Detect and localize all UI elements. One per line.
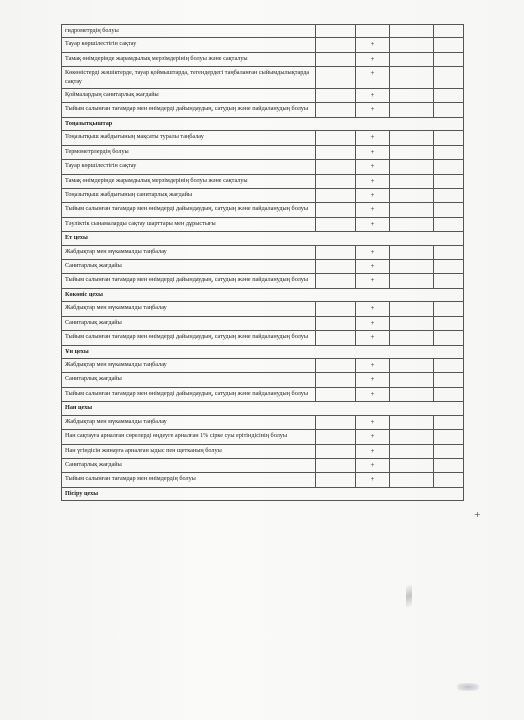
mark-cell <box>316 145 356 159</box>
requirement-label: Тамақ өнімдерінде жарамдылық мерзімдерінің болуы және сақталуы <box>62 174 316 188</box>
mark-cell: + <box>356 67 390 89</box>
mark-cell <box>390 38 434 52</box>
mark-cell: + <box>356 415 390 429</box>
mark-cell: + <box>356 217 390 231</box>
table-row <box>62 52 464 66</box>
mark-cell <box>316 274 356 288</box>
mark-cell <box>316 103 356 117</box>
requirement-label: Қоймалардың санитарлық жағдайы <box>62 88 316 102</box>
requirement-label: Тыйым салынған тағамдар мен өнімдерді дайындаудың, сатудың және пайдаланудың болуы <box>62 103 316 117</box>
mark-cell <box>434 473 464 487</box>
table-row <box>62 217 464 231</box>
requirement-label: Тәуліктік сынамаларды сақтау шарттары мен дұрыстығы <box>62 217 316 231</box>
mark-cell <box>434 203 464 217</box>
mark-cell <box>434 358 464 372</box>
table-row <box>62 316 464 330</box>
mark-cell: + <box>356 260 390 274</box>
mark-cell <box>316 188 356 202</box>
requirement-label: Нан үгіндісін жинауға арналған ыдыс пен щетканың болуы <box>62 444 316 458</box>
mark-cell <box>356 25 390 38</box>
mark-cell <box>390 373 434 387</box>
table-row <box>62 88 464 102</box>
mark-cell <box>316 302 356 316</box>
requirement-label: Жабдықтар мен мүкаммалды таңбалау <box>62 302 316 316</box>
section-title: Ет цехы <box>62 232 464 245</box>
table-row <box>62 245 464 259</box>
section-title: Ұн цехы <box>62 345 464 358</box>
mark-cell <box>434 188 464 202</box>
table-row <box>62 131 464 145</box>
table-row <box>62 67 464 89</box>
checklist-table <box>61 24 464 501</box>
mark-cell <box>390 415 434 429</box>
mark-cell: + <box>356 473 390 487</box>
margin-plus-mark: + <box>474 510 481 519</box>
mark-cell <box>434 430 464 444</box>
mark-cell <box>316 245 356 259</box>
mark-cell <box>390 387 434 401</box>
mark-cell <box>434 274 464 288</box>
mark-cell <box>316 331 356 345</box>
mark-cell <box>390 217 434 231</box>
requirement-label: Тамақ өнімдерінде жарамдылық мерзімдерінің болуы және сақталуы <box>62 52 316 66</box>
mark-cell <box>434 387 464 401</box>
mark-cell <box>316 38 356 52</box>
section-header-row <box>62 345 464 358</box>
mark-cell <box>316 52 356 66</box>
table-row <box>62 444 464 458</box>
requirement-label: Жабдықтар мен мүкаммалды таңбалау <box>62 358 316 372</box>
section-title: Тоңазытқыштар <box>62 117 464 130</box>
mark-cell <box>316 160 356 174</box>
mark-cell: + <box>356 203 390 217</box>
mark-cell <box>316 67 356 89</box>
mark-cell <box>434 52 464 66</box>
requirement-label: Термометрлердің болуы <box>62 145 316 159</box>
mark-cell: + <box>356 160 390 174</box>
mark-cell: + <box>356 131 390 145</box>
requirement-label: Тыйым салынған тағамдар мен өнімдерді дайындаудың, сатудың және пайдаланудың болуы <box>62 274 316 288</box>
mark-cell <box>390 52 434 66</box>
requirement-label: Тауар көршілестігін сақтау <box>62 160 316 174</box>
mark-cell: + <box>356 331 390 345</box>
mark-cell: + <box>356 302 390 316</box>
mark-cell <box>390 274 434 288</box>
requirement-label: Санитарлық жағдайы <box>62 458 316 472</box>
requirement-label: Санитарлық жағдайы <box>62 316 316 330</box>
mark-cell <box>390 25 434 38</box>
mark-cell: + <box>356 373 390 387</box>
requirement-label: Тыйым салынған тағамдар мен өнімдерді дайындаудың, сатудың және пайдаланудың болуы <box>62 331 316 345</box>
mark-cell <box>390 331 434 345</box>
mark-cell <box>434 415 464 429</box>
mark-cell <box>390 160 434 174</box>
mark-cell: + <box>356 245 390 259</box>
section-title: Пісіру цехы <box>62 487 464 500</box>
mark-cell <box>434 331 464 345</box>
requirement-label: Көкөністерді жәшіктерде, тауар қоймыштарда, тегендердегі таңбаланған сыйымдылықтарда сақтау <box>62 67 316 89</box>
mark-cell <box>390 88 434 102</box>
mark-cell <box>316 430 356 444</box>
mark-cell <box>434 458 464 472</box>
mark-cell <box>434 373 464 387</box>
mark-cell <box>434 88 464 102</box>
requirement-label: Санитарлық жағдайы <box>62 260 316 274</box>
table-row <box>62 302 464 316</box>
mark-cell <box>390 316 434 330</box>
mark-cell <box>316 88 356 102</box>
requirement-label: Тыйым салынған тағамдар мен өнімдердің болуы <box>62 473 316 487</box>
mark-cell <box>434 245 464 259</box>
table-row <box>62 38 464 52</box>
mark-cell: + <box>356 444 390 458</box>
requirement-label: Тоңазытқыш жабдығының мақсаты туралы таңбалау <box>62 131 316 145</box>
mark-cell <box>316 444 356 458</box>
mark-cell: + <box>356 387 390 401</box>
mark-cell <box>390 131 434 145</box>
section-header-row <box>62 232 464 245</box>
mark-cell <box>434 260 464 274</box>
table-row <box>62 458 464 472</box>
mark-cell: + <box>356 38 390 52</box>
mark-cell <box>316 217 356 231</box>
requirement-label: Жабдықтар мен мүкаммалды таңбалау <box>62 415 316 429</box>
mark-cell <box>316 415 356 429</box>
requirement-label: Жабдықтар мен мүкаммалды таңбалау <box>62 245 316 259</box>
mark-cell <box>390 444 434 458</box>
table-row <box>62 160 464 174</box>
mark-cell: + <box>356 174 390 188</box>
table-row <box>62 387 464 401</box>
requirement-label: Тыйым салынған тағамдар мен өнімдерді дайындаудың, сатудың және пайдаланудың болуы <box>62 387 316 401</box>
mark-cell: + <box>356 274 390 288</box>
mark-cell <box>434 217 464 231</box>
table-row <box>62 373 464 387</box>
mark-cell <box>390 245 434 259</box>
section-title: Нан цехы <box>62 402 464 415</box>
section-header-row <box>62 117 464 130</box>
mark-cell: + <box>356 145 390 159</box>
table-row <box>62 274 464 288</box>
mark-cell <box>390 260 434 274</box>
handwritten-scribble <box>406 585 412 607</box>
mark-cell <box>316 316 356 330</box>
mark-cell <box>316 203 356 217</box>
mark-cell <box>390 302 434 316</box>
mark-cell <box>434 103 464 117</box>
mark-cell <box>434 25 464 38</box>
requirement-label: Тоңазытқыш жабдығының санитарлық жағдайы <box>62 188 316 202</box>
faint-stamp <box>457 683 479 691</box>
table-row <box>62 260 464 274</box>
section-header-row <box>62 487 464 500</box>
mark-cell <box>316 458 356 472</box>
mark-cell <box>316 174 356 188</box>
mark-cell <box>316 373 356 387</box>
checklist-body <box>62 25 464 501</box>
mark-cell <box>316 260 356 274</box>
mark-cell: + <box>356 316 390 330</box>
requirement-label: Тауар көршілестігін сақтау <box>62 38 316 52</box>
mark-cell <box>390 473 434 487</box>
mark-cell <box>316 387 356 401</box>
section-header-row <box>62 402 464 415</box>
requirement-label: Санитарлық жағдайы <box>62 373 316 387</box>
table-row <box>62 203 464 217</box>
mark-cell <box>434 174 464 188</box>
mark-cell <box>316 25 356 38</box>
mark-cell <box>390 203 434 217</box>
mark-cell: + <box>356 358 390 372</box>
requirement-label: Тыйым салынған тағамдар мен өнімдерді дайындаудың, сатудың және пайдаланудың болуы <box>62 203 316 217</box>
mark-cell <box>390 174 434 188</box>
mark-cell <box>390 358 434 372</box>
mark-cell <box>316 473 356 487</box>
mark-cell <box>390 188 434 202</box>
mark-cell <box>316 358 356 372</box>
mark-cell <box>434 302 464 316</box>
mark-cell <box>390 430 434 444</box>
table-row <box>62 331 464 345</box>
section-title: Көкөніс цехы <box>62 288 464 301</box>
table-row <box>62 473 464 487</box>
mark-cell <box>434 38 464 52</box>
mark-cell: + <box>356 188 390 202</box>
mark-cell <box>434 145 464 159</box>
mark-cell <box>390 103 434 117</box>
mark-cell <box>434 316 464 330</box>
mark-cell: + <box>356 103 390 117</box>
requirement-label: гидрометрдің болуы <box>62 25 316 38</box>
mark-cell <box>316 131 356 145</box>
table-row <box>62 358 464 372</box>
mark-cell <box>390 67 434 89</box>
mark-cell: + <box>356 458 390 472</box>
mark-cell <box>434 444 464 458</box>
table-row <box>62 415 464 429</box>
section-header-row <box>62 288 464 301</box>
mark-cell <box>434 131 464 145</box>
table-row <box>62 103 464 117</box>
requirement-label: Нан сақтауға арналған сөрелерді өңдеуге арналған 1% сірке суы ерітіндісінің болуы <box>62 430 316 444</box>
mark-cell <box>390 458 434 472</box>
mark-cell: + <box>356 52 390 66</box>
table-row <box>62 174 464 188</box>
mark-cell <box>390 145 434 159</box>
table-row <box>62 25 464 38</box>
table-row <box>62 145 464 159</box>
table-row <box>62 188 464 202</box>
table-row <box>62 430 464 444</box>
mark-cell: + <box>356 88 390 102</box>
mark-cell <box>434 67 464 89</box>
mark-cell <box>434 160 464 174</box>
mark-cell: + <box>356 430 390 444</box>
